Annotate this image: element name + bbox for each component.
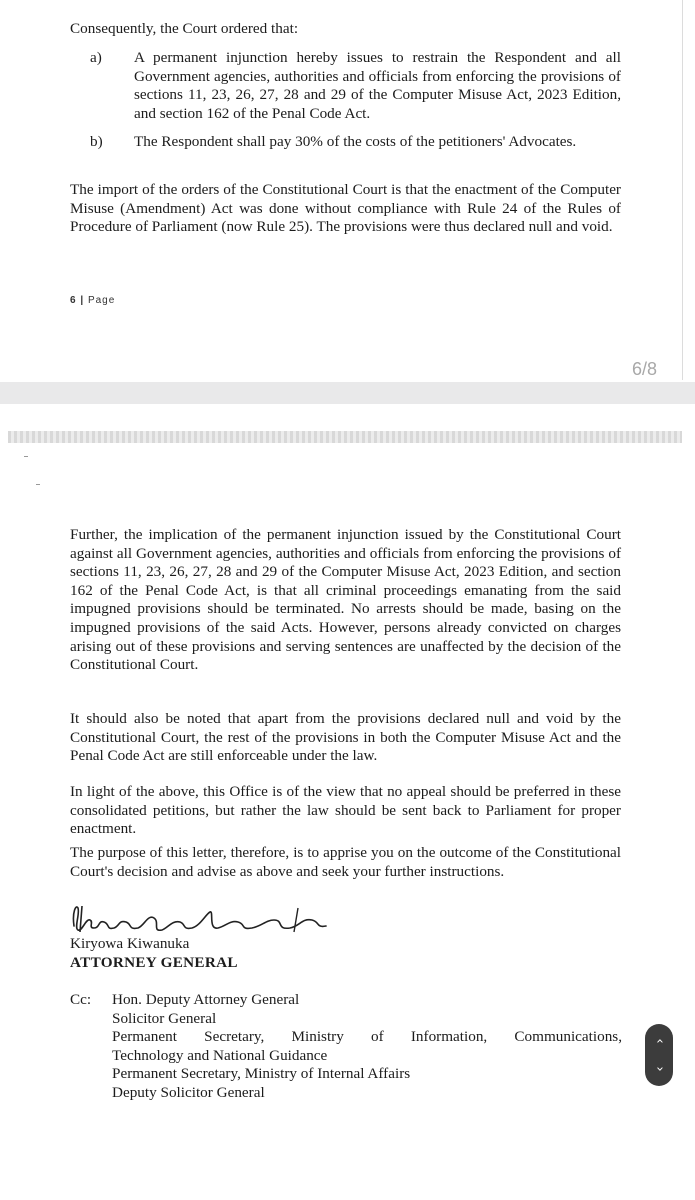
signer-name: Kiryowa Kiwanuka: [70, 935, 190, 952]
document-page-6: [0, 0, 695, 382]
page-footer: [70, 295, 115, 306]
orders-intro: Consequently, the Court ordered that:: [70, 20, 299, 37]
implication-paragraph: Further, the implication of the permanent injunction issued by the Constitutional Court against all Government agencies, authorities and officials from enforcing the provisions of sections 11, 23, 26, 27, 28 and 29 of the Computer Misuse Act, 2023 Edition, and section 162 of the Penal Code Act, is that all criminal proceedings emanating from the said impugned provisions should be terminated. No arrests should be made, basing on the impugned provisions of the said Acts. However, persons already convicted on charges arising out of these provisions and serving sentences are unaffected by the decision of the Constitutional Court.: [70, 526, 621, 674]
enforceable-paragraph: It should also be noted that apart from the provisions declared null and void by the Constitutional Court, the rest of the provisions in both the Computer Misuse Act and the Penal Code Act are still enforceable under the law.: [70, 710, 621, 765]
page-number: 6: [70, 295, 77, 306]
document-page-7: [0, 404, 695, 1200]
scan-speck: [36, 484, 40, 485]
import-paragraph: The import of the orders of the Constitutional Court is that the enactment of the Computer Misuse (Amendment) Act was done without compliance with Rule 24 of the Rules of Procedure of Parliament (now Rule 25). The provisions were thus declared null and void.: [70, 181, 621, 236]
cc-line: Permanent Secretary, Ministry of Information, Communications,: [112, 1028, 622, 1046]
order-text: The Respondent shall pay 30% of the costs of the petitioners' Advocates.: [134, 133, 577, 150]
page-separator: |: [80, 295, 85, 306]
page-nav-control[interactable]: [645, 1024, 673, 1086]
scan-edge-artifact: [8, 431, 682, 443]
cc-line: Solicitor General: [112, 1009, 217, 1027]
page-gap: [0, 382, 695, 404]
cc-line: Technology and National Guidance: [112, 1046, 328, 1064]
signer-title: ATTORNEY GENERAL: [70, 954, 238, 971]
scan-speck: [24, 456, 28, 457]
cc-line: Permanent Secretary, Ministry of Internal Affairs: [112, 1065, 411, 1083]
page-word: Page: [87, 295, 116, 306]
page-edge: [682, 0, 683, 380]
cc-line: Deputy Solicitor General: [112, 1083, 265, 1101]
order-label: b): [90, 133, 103, 150]
cc-list: [112, 991, 622, 1103]
cc-label: Cc:: [70, 991, 92, 1008]
cc-line: Hon. Deputy Attorney General: [112, 991, 300, 1008]
order-text: A permanent injunction hereby issues to restrain the Respondent and all Government agencies, authorities and officials from enforcing the provisions of sections 11, 23, 26, 27, 28 and 29 of the Computer Misuse Act, 2023 Edition, and section 162 of the Penal Code Act.: [134, 49, 621, 122]
chevron-down-icon[interactable]: ›: [652, 1066, 667, 1072]
purpose-paragraph: The purpose of this letter, therefore, is to apprise you on the outcome of the Constitutional Court's decision and advise as above and seek your further instructions.: [70, 844, 621, 880]
chevron-up-icon[interactable]: ‹: [652, 1038, 667, 1044]
order-label: a): [90, 49, 102, 66]
page-counter: 6/8: [632, 359, 658, 379]
no-appeal-paragraph: In light of the above, this Office is of the view that no appeal should be preferred in these consolidated petitions, but rather the law should be sent back to Parliament for proper enactment.: [70, 783, 621, 838]
